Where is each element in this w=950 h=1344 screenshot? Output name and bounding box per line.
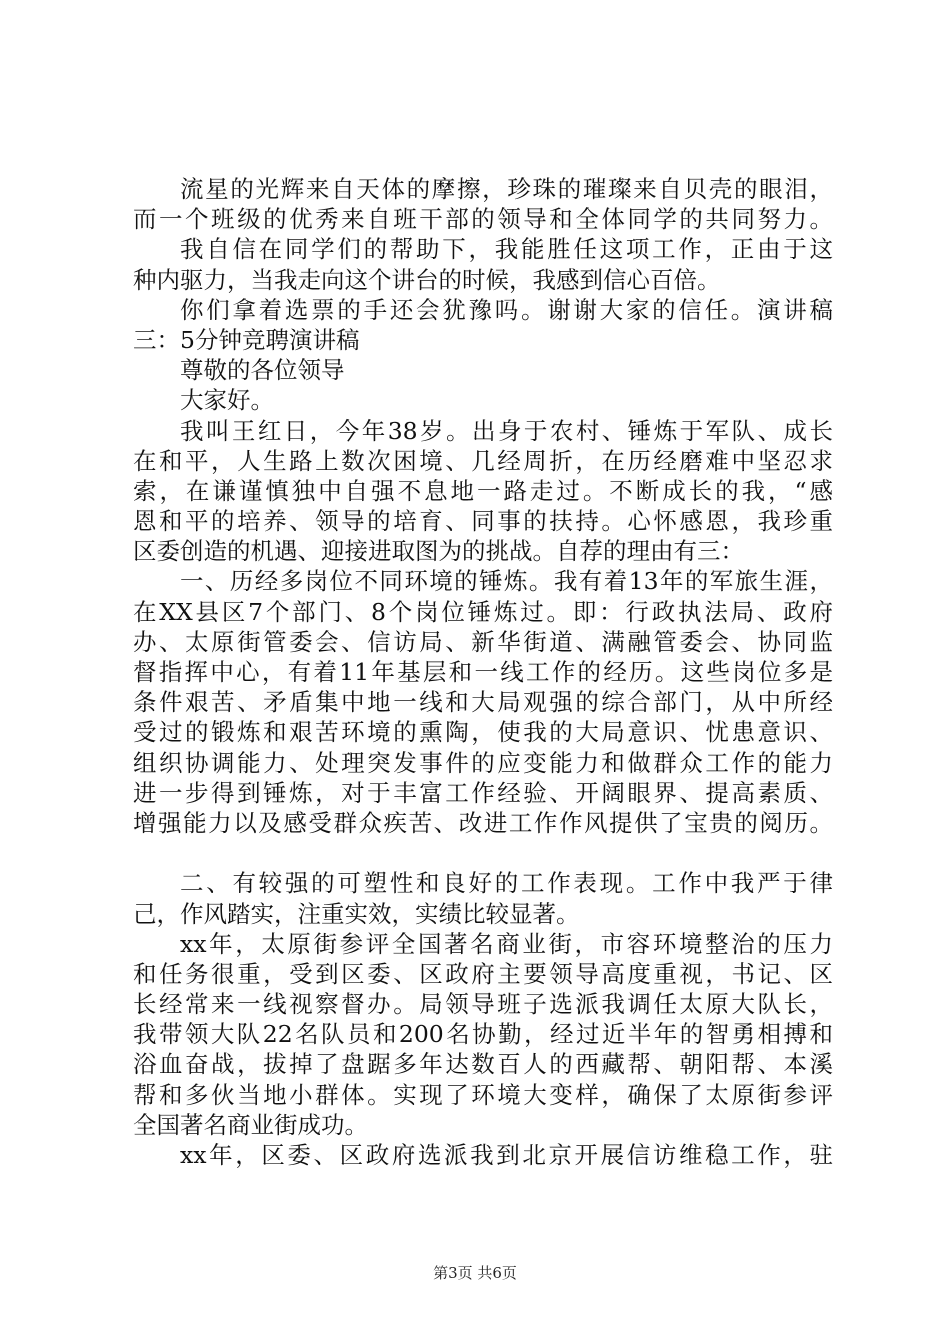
text-line: 索，在谦谨慎独中自强不息地一路走过。不断成长的我，“感 — [133, 476, 833, 505]
text-line: 督指挥中心，有着11年基层和一线工作的经历。这些岗位多是 — [133, 658, 833, 686]
text-line: 在和平，人生路上数次困境、几经周折，在历经磨难中坚忍求 — [133, 446, 833, 475]
text-line: 受过的锻炼和艰苦环境的熏陶，使我的大局意识、忧患意识、 — [133, 718, 833, 747]
text-line: 帮和多伙当地小群体。实现了环境大变样，确保了太原街参评 — [133, 1080, 833, 1109]
text-line: 尊敬的各位领导 — [180, 356, 345, 385]
text-line: 己，作风踏实，注重实效，实绩比较显著。 — [133, 899, 580, 928]
text-line: xx年，太原街参评全国著名商业街，市容环境整治的压力 — [180, 929, 833, 958]
page-footer: 第3页 共6页 — [433, 1264, 517, 1282]
text-line: 长经常来一线视察督办。局领导班子选派我调任太原大队长， — [133, 990, 833, 1019]
text-line: 大家好。 — [180, 386, 274, 415]
text-line: 种内驱力，当我走向这个讲台的时候，我感到信心百倍。 — [133, 265, 721, 294]
text-line: 区委创造的机遇、迎接进取图为的挑战。自荐的理由有三： — [133, 537, 744, 566]
text-line: 流星的光辉来自天体的摩擦，珍珠的璀璨来自贝壳的眼泪， — [180, 175, 833, 203]
text-line: 我叫王红日，今年38岁。出身于农村、锤炼于军队、成长 — [180, 416, 833, 445]
text-line: 而一个班级的优秀来自班干部的领导和全体同学的共同努力。 — [133, 205, 833, 234]
text-line: 我自信在同学们的帮助下，我能胜任这项工作，正由于这 — [180, 235, 833, 264]
text-line: 进一步得到锤炼，对于丰富工作经验、开阔眼界、提高素质、 — [133, 778, 833, 807]
text-line: 你们拿着选票的手还会犹豫吗。谢谢大家的信任。演讲稿 — [180, 295, 833, 324]
document-body — [133, 174, 833, 1184]
text-line: 全国著名商业街成功。 — [133, 1110, 368, 1139]
text-line: 办、太原街管委会、信访局、新华街道、满融管委会、协同监 — [133, 627, 833, 656]
text-line: xx年，区委、区政府选派我到北京开展信访维稳工作，驻 — [180, 1141, 833, 1169]
text-line: 增强能力以及感受群众疾苦、改进工作作风提供了宝贵的阅历。 — [133, 808, 833, 837]
text-line: 我带领大队22名队员和200名协勤，经过近半年的智勇相搏和 — [133, 1020, 833, 1049]
text-line: 一、历经多岗位不同环境的锤炼。我有着13年的军旅生涯， — [180, 567, 833, 596]
text-line: 二、有较强的可塑性和良好的工作表现。工作中我严于律 — [180, 869, 833, 898]
text-line: 条件艰苦、矛盾集中地一线和大局观强的综合部门，从中所经 — [133, 688, 833, 717]
text-line: 组织协调能力、处理突发事件的应变能力和做群众工作的能力 — [133, 748, 833, 777]
text-line: 三：5分钟竞聘演讲稿 — [133, 325, 360, 354]
text-line: 在XX县区7个部门、8个岗位锤炼过。即：行政执法局、政府 — [133, 597, 833, 626]
text-line: 浴血奋战，拔掉了盘踞多年达数百人的西藏帮、朝阳帮、本溪 — [133, 1050, 833, 1079]
text-line: 恩和平的培养、领导的培育、同事的扶持。心怀感恩，我珍重 — [133, 507, 833, 536]
paragraph-gap — [133, 838, 833, 868]
text-line: 和任务很重，受到区委、区政府主要领导高度重视，书记、区 — [133, 959, 833, 988]
